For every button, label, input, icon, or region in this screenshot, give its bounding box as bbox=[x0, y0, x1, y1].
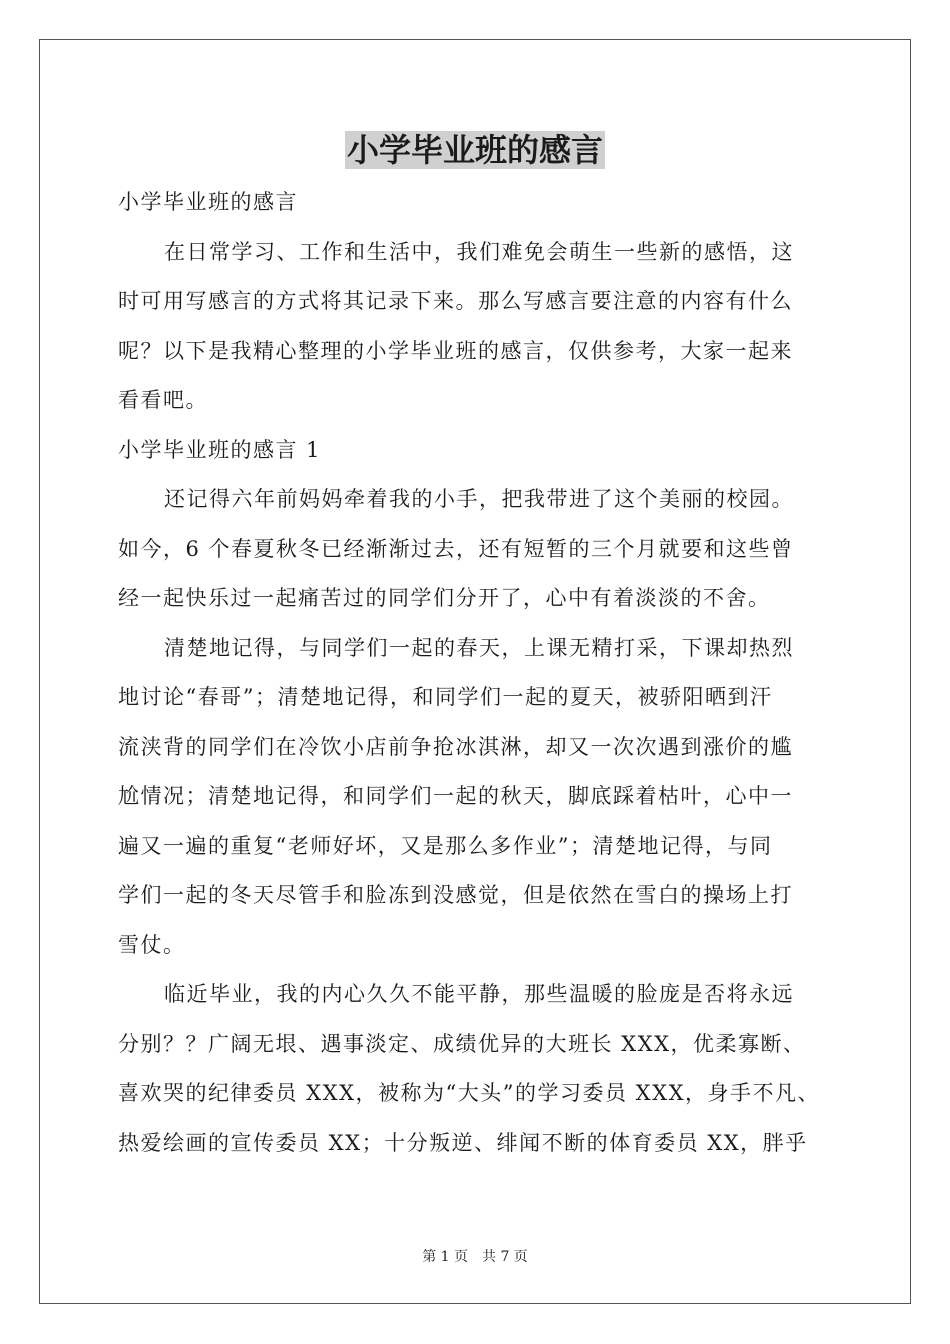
text-line: 时可用写感言的方式将其记录下来。那么写感言要注意的内容有什么 bbox=[118, 289, 793, 313]
text-line: 如今，6 个春夏秋冬已经渐渐过去，还有短暂的三个月就要和这些曾 bbox=[118, 536, 794, 561]
text-line: 地讨论“春哥”；清楚地记得，和同学们一起的夏天，被骄阳晒到汗 bbox=[118, 685, 773, 709]
text-line: 呢？以下是我精心整理的小学毕业班的感言，仅供参考，大家一起来 bbox=[118, 338, 793, 363]
text-line: 雪仗。 bbox=[118, 932, 186, 957]
text-line: 经一起快乐过一起痛苦过的同学们分开了，心中有着淡淡的不舍。 bbox=[118, 586, 771, 610]
text-line: 小学毕业班的感言 bbox=[118, 190, 298, 214]
page-number-total: 共 7 页 bbox=[482, 1249, 528, 1265]
text-line: 学们一起的冬天尽管手和脸冻到没感觉，但是依然在雪白的操场上打 bbox=[118, 883, 793, 907]
text-line: 喜欢哭的纪律委员 XXX，被称为“大头”的学习委员 XXX，身手不凡、 bbox=[118, 1081, 821, 1105]
text-line: 尬情况；清楚地记得，和同学们一起的秋天，脚底踩着枯叶，心中一 bbox=[118, 784, 793, 808]
text-line: 遍又一遍的重复“老师好坏，又是那么多作业”；清楚地记得，与同 bbox=[118, 833, 773, 858]
document-body bbox=[118, 178, 838, 1168]
text-line: 在日常学习、工作和生活中，我们难免会萌生一些新的感悟，这 bbox=[164, 239, 794, 264]
text-line: 流浃背的同学们在冷饮小店前争抢冰淇淋，却又一次次遇到涨价的尴 bbox=[118, 734, 793, 759]
text-line: 小学毕业班的感言 1 bbox=[118, 437, 322, 462]
text-line: 还记得六年前妈妈牵着我的小手，把我带进了这个美丽的校园。 bbox=[164, 487, 794, 511]
text-line: 清楚地记得，与同学们一起的春天，上课无精打采，下课却热烈 bbox=[164, 635, 794, 660]
text-line: 看看吧。 bbox=[118, 388, 208, 412]
text-line: 分别？？广阔无垠、遇事淡定、成绩优异的大班长 XXX，优柔寡断、 bbox=[118, 1031, 806, 1056]
document-title-text: 小学毕业班的感言 bbox=[346, 131, 603, 169]
page-number-current: 第 1 页 bbox=[422, 1249, 468, 1265]
document-title bbox=[0, 128, 950, 172]
text-line: 热爱绘画的宣传委员 XX；十分叛逆、绯闻不断的体育委员 XX，胖乎 bbox=[118, 1130, 808, 1155]
text-line: 临近毕业，我的内心久久不能平静，那些温暖的脸庞是否将永远 bbox=[164, 982, 794, 1006]
page-footer bbox=[0, 1246, 950, 1266]
